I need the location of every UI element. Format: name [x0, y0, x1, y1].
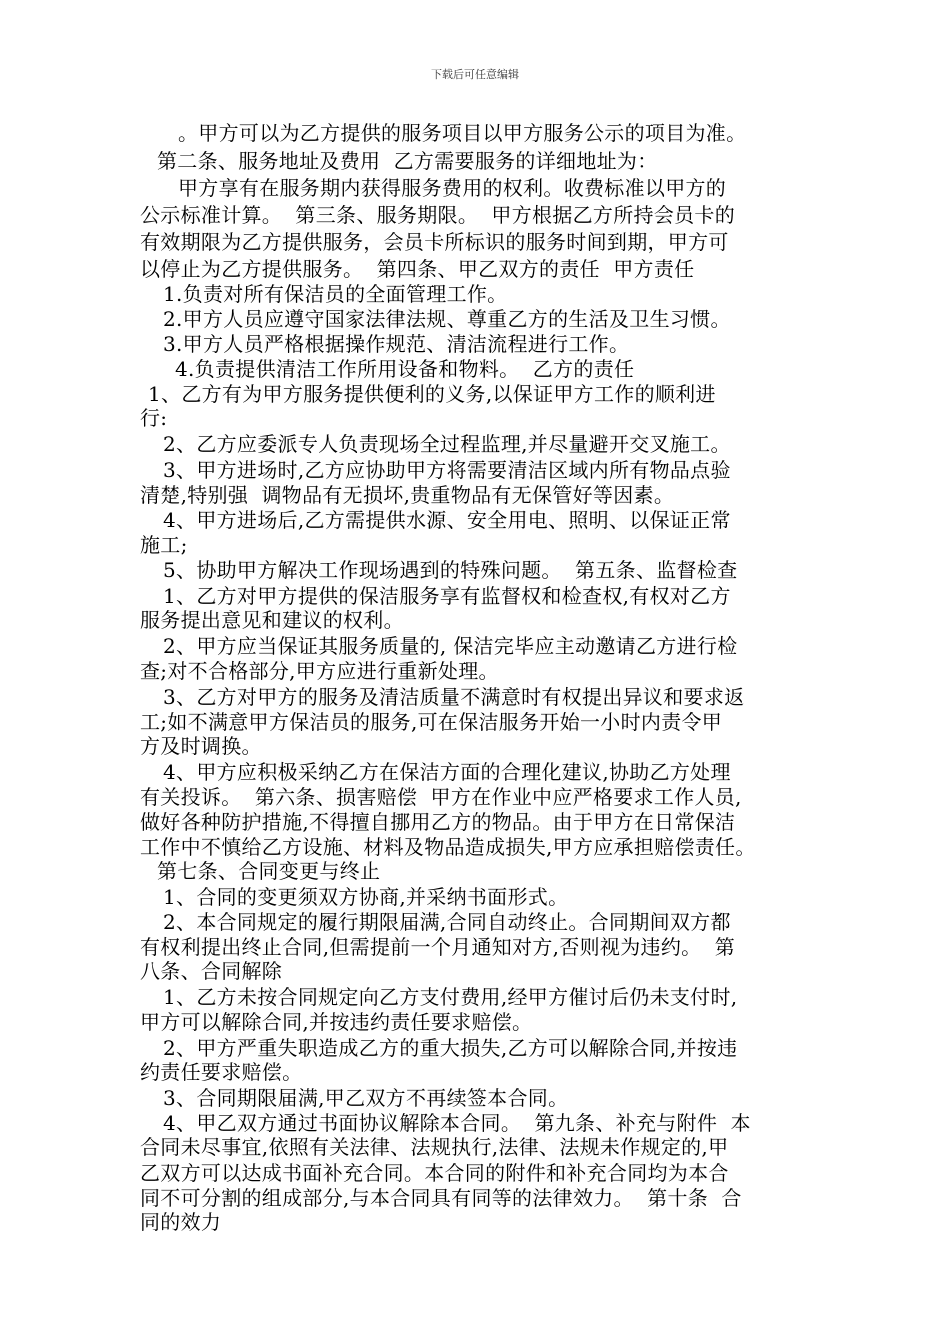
text-line: 4、甲乙双方通过书面协议解除本合同。 第九条、补充与附件 本: [163, 1111, 751, 1135]
text-line: 3、甲方进场时,乙方应协助甲方将需要清洁区域内所有物品点验: [163, 458, 731, 482]
page-header: 下载后可任意编辑: [431, 68, 519, 81]
text-line: 服务提出意见和建议的权利。: [140, 608, 404, 632]
text-line: 清楚,特别强 调物品有无损坏,贵重物品有无保管好等因素。: [140, 483, 675, 507]
text-line: 2、本合同规定的履行期限届满,合同自动终止。合同期间双方都: [163, 910, 731, 934]
text-line: 有权利提出终止合同,但需提前一个月通知对方,否则视为违约。 第: [140, 935, 736, 959]
text-line: 工作中不慎给乙方设施、材料及物品造成损失,甲方应承担赔偿责任。: [140, 835, 756, 859]
text-line: 同的效力: [140, 1210, 222, 1234]
text-line: 行:: [140, 406, 168, 430]
text-line: 同不可分割的组成部分,与本合同具有同等的法律效力。 第十条 合: [140, 1186, 742, 1210]
text-line: 方及时调换。: [140, 734, 262, 758]
text-line: 八条、合同解除: [140, 959, 283, 983]
text-line: 4、甲方进场后,乙方需提供水源、安全用电、照明、以保证正常: [163, 508, 731, 532]
text-line: 查;对不合格部分,甲方应进行重新处理。: [140, 659, 499, 683]
text-line: 2.甲方人员应遵守国家法律法规、尊重乙方的生活及卫生习惯。: [163, 307, 731, 331]
text-line: 乙双方可以达成书面补充合同。本合同的附件和补充合同均为本合: [140, 1161, 729, 1185]
text-line: 2、乙方应委派专人负责现场全过程监理,并尽量避开交叉施工。: [163, 432, 731, 456]
text-line: 3.甲方人员严格根据操作规范、清洁流程进行工作。: [163, 332, 630, 356]
text-line: 3、乙方对甲方的服务及清洁质量不满意时有权提出异议和要求返: [163, 685, 745, 709]
text-line: 4、甲方应积极采纳乙方在保洁方面的合理化建议,协助乙方处理: [163, 760, 731, 784]
text-line: 4.负责提供清洁工作所用设备和物料。 乙方的责任: [175, 357, 635, 381]
text-line: 第七条、合同变更与终止: [157, 859, 381, 883]
text-line: 有关投诉。 第六条、损害赔偿 甲方在作业中应严格要求工作人员,: [140, 785, 742, 809]
text-line: 5、协助甲方解决工作现场遇到的特殊问题。 第五条、监督检查: [163, 558, 738, 582]
text-line: 工;如不满意甲方保洁员的服务,可在保洁服务开始一小时内责令甲: [140, 710, 723, 734]
text-line: 1、合同的变更须双方协商,并采纳书面形式。: [163, 885, 569, 909]
text-line: 。甲方可以为乙方提供的服务项目以甲方服务公示的项目为准。: [178, 121, 747, 145]
text-line: 2、甲方严重失职造成乙方的重大损失,乙方可以解除合同,并按违: [163, 1036, 738, 1060]
text-line: 1.负责对所有保洁员的全面管理工作。: [163, 282, 508, 306]
text-line: 有效期限为乙方提供服务，会员卡所标识的服务时间到期，甲方可: [140, 230, 729, 254]
text-line: 第二条、服务地址及费用 乙方需要服务的详细地址为：: [157, 149, 658, 173]
text-line: 以停止为乙方提供服务。 第四条、甲乙双方的责任 甲方责任: [140, 257, 695, 281]
text-line: 3、合同期限届满,甲乙双方不再续签本合同。: [163, 1086, 569, 1110]
text-line: 1、乙方对甲方提供的保洁服务享有监督权和检查权,有权对乙方: [163, 584, 731, 608]
text-line: 施工;: [140, 533, 188, 557]
text-line: 公示标准计算。 第三条、服务期限。 甲方根据乙方所持会员卡的: [140, 203, 736, 227]
text-line: 约责任要求赔偿。: [140, 1060, 303, 1084]
text-line: 甲方享有在服务期内获得服务费用的权利。收费标准以甲方的: [178, 176, 727, 200]
text-line: 合同未尽事宜,依照有关法律、法规执行,法律、法规未作规定的,甲: [140, 1135, 729, 1159]
text-line: 做好各种防护措施,不得擅自挪用乙方的物品。由于甲方在日常保洁: [140, 810, 736, 834]
text-line: 1、乙方未按合同规定向乙方支付费用,经甲方催讨后仍未支付时,: [163, 985, 738, 1009]
text-line: 2、甲方应当保证其服务质量的, 保洁完毕应主动邀请乙方进行检: [163, 634, 738, 658]
text-line: 1、乙方有为甲方服务提供便利的义务,以保证甲方工作的顺利进: [148, 382, 716, 406]
text-line: 甲方可以解除合同,并按违约责任要求赔偿。: [140, 1010, 533, 1034]
